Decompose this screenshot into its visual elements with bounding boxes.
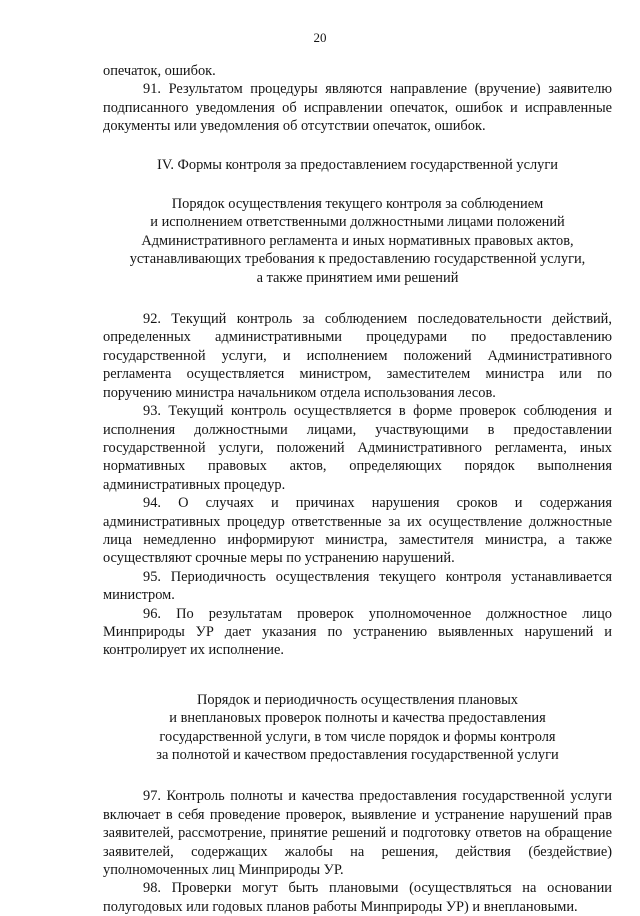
paragraph-96: 96. По результатам проверок уполномоченное должностное лицо Минприроды УР дает указания по устранению выявленных нарушений и контролирует их исполнение. (103, 605, 612, 659)
paragraph-98: 98. Проверки могут быть плановыми (осуществляться на основании полугодовых или годовых планов работы Минприроды УР) и внеплановыми. (103, 880, 612, 915)
paragraph-95: 95. Периодичность осуществления текущего контроля устанавливается министром. (103, 568, 612, 604)
paragraph-92: 92. Текущий контроль за соблюдением последовательности действий, определенных административными процедурами по предоставлению государственной услуги, и исполнением положений Административного регламента осуществляется министром, заместителем министра или по поручению министра начальником отдела использования лесов. (103, 311, 612, 401)
subsection-heading-inspections: Порядок и периодичность осуществления плановых и внеплановых проверок полноты и качества предоставления государственной услуги, в том числе порядок и формы контроля за полнотой и качеством предоставления государственной услуги (156, 691, 559, 763)
document-body (103, 62, 612, 916)
paragraph-94: 94. О случаях и причинах нарушения сроков и содержания административных процедур ответственные за их осуществление должностные лица немедленно информируют министра, заместителя министра, а также осуществляют срочные меры по устранению нарушений. (103, 495, 612, 567)
paragraph-93: 93. Текущий контроль осуществляется в форме проверок соблюдения и исполнения должностными лицами, участвующими в предоставлении государственной услуги, положений Административного регламента, иных нормативных правовых актов, определяющих порядок выполнения административных процедур. (103, 403, 612, 493)
page-number: 20 (313, 30, 327, 45)
paragraph-97: 97. Контроль полноты и качества предоставления государственной услуги включает в себя проведение проверок, выявление и устранение нарушений прав заявителей, рассмотрение, принятие решений и подготовку ответов на обращение заявителей, содержащих жалобы на решения, действия (бездействие) уполномоченных лиц Минприроды УР. (103, 788, 612, 879)
paragraph-91: 91. Результатом процедуры являются направление (вручение) заявителю подписанного уведомления об исправлении опечаток, ошибок и исправленные документы или уведомления об отсутствии опечаток, ошибок. (103, 81, 612, 135)
section-heading-iv: IV. Формы контроля за предоставлением государственной услуги (157, 156, 558, 173)
subsection-heading-current-control: Порядок осуществления текущего контроля за соблюдением и исполнением ответственными должностными лицами положений Административного регламента и иных нормативных правовых актов, устанавливающих требования к предоставлению государственной услуги, а также принятием ими решений (129, 196, 586, 286)
paragraph-continuation: опечаток, ошибок. (103, 63, 216, 79)
